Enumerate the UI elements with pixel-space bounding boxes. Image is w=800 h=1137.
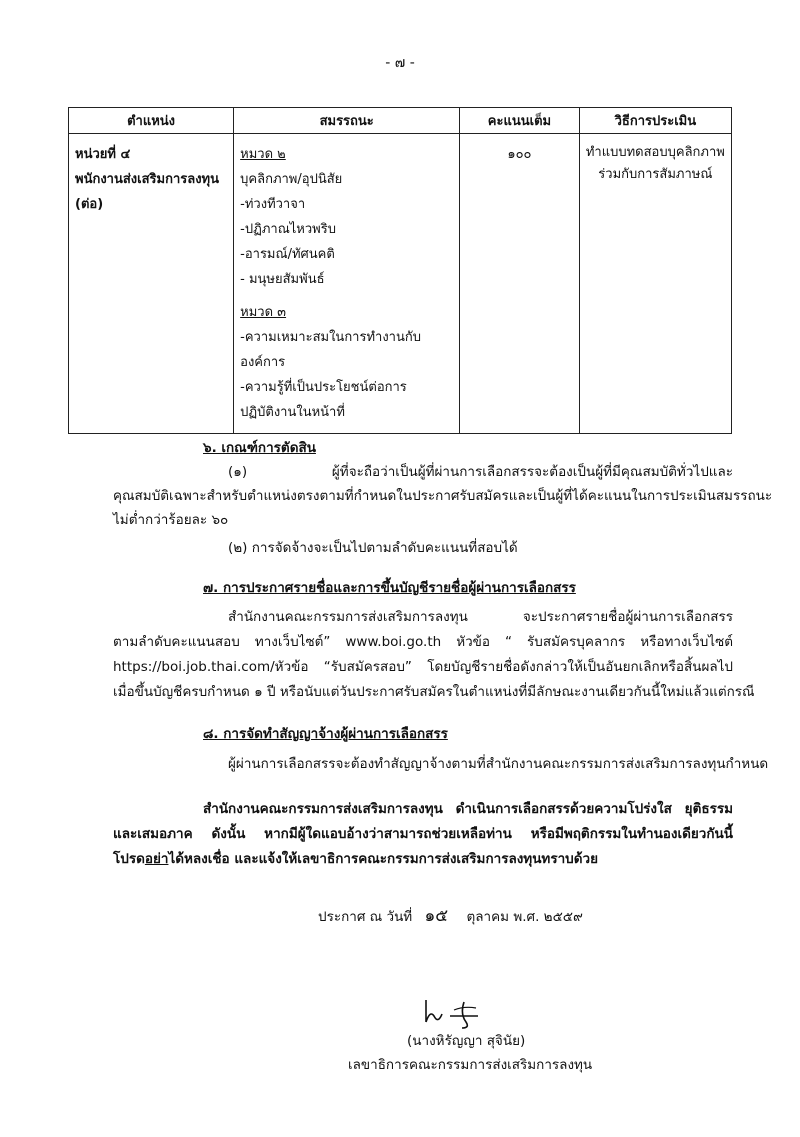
announce-date: [318, 902, 583, 929]
section-6-heading: ๖. เกณฑ์การตัดสิน: [203, 440, 316, 456]
competency-item: -ความเหมาะสมในการทำงานกับองค์การ: [240, 330, 421, 370]
signatory-title: เลขาธิการคณะกรรมการส่งเสริมการลงทุน: [348, 1057, 593, 1073]
section-6-p2: (๒) การจัดจ้างจะเป็นไปตามลำดับคะแนนที่สอบได้: [228, 540, 518, 556]
criteria-table: [68, 107, 732, 434]
continued-label: (ต่อ): [75, 197, 104, 212]
section-7-line2: ตามลำดับคะแนนสอบ ทางเว็บไซต์” www.boi.go.th หัวข้อ “ รับสมัครบุคลากร หรือทางเว็บไซต์: [113, 634, 733, 650]
position-cell: [69, 134, 234, 434]
full-score-cell: ๑๐๐: [460, 134, 580, 434]
section-6-p1-line1: (๑) ผู้ที่จะถือว่าเป็นผู้ที่ผ่านการเลือกสรรจะต้องเป็นผู้ที่มีคุณสมบัติทั่วไปและ: [228, 464, 733, 480]
signatory-name: (นางหิรัญญา สุจินัย): [407, 1033, 526, 1049]
category-2-title: หมวด ๒: [240, 147, 286, 162]
method-line: ทำแบบทดสอบบุคลิกภาพ: [585, 145, 725, 160]
method-line: ร่วมกับการสัมภาษณ์: [598, 167, 713, 182]
competency-cell: [234, 134, 460, 434]
table-row: [69, 134, 732, 434]
announce-prefix: ประกาศ ณ วันที่: [318, 909, 413, 925]
section-7-line1: สำนักงานคณะกรรมการส่งเสริมการลงทุน จะประกาศรายชื่อผู้ผ่านการเลือกสรร: [228, 609, 733, 625]
competency-item: -ความรู้ที่เป็นประโยชน์ต่อการ: [240, 380, 407, 395]
notice-line2: และเสมอภาค ดังนั้น หากมีผู้ใดแอบอ้างว่าสามารถช่วยเหลือท่าน หรือมีพฤติกรรมในทำนองเดียวกันนี้: [113, 826, 733, 842]
notice-line1: สำนักงานคณะกรรมการส่งเสริมการลงทุน ดำเนินการเลือกสรรด้วยความโปร่งใส ยุติธรรม: [203, 801, 733, 817]
section-6-p1-line3: ไม่ต่ำกว่าร้อยละ ๖๐: [113, 512, 229, 528]
signature-image: [420, 996, 490, 1030]
method-cell: [579, 134, 731, 434]
unit-label: หน่วยที่ ๔: [75, 147, 131, 162]
section-8-heading: ๘. การจัดทำสัญญาจ้างผู้ผ่านการเลือกสรร: [203, 726, 448, 742]
table-header-row: [69, 108, 732, 134]
competency-item: - มนุษยสัมพันธ์: [240, 272, 325, 287]
announce-month-year: ตุลาคม พ.ศ. ๒๕๕๙: [466, 909, 583, 925]
header-position: ตำแหน่ง: [69, 108, 234, 134]
competency-item: -อารมณ์/ทัศนคติ: [240, 247, 335, 262]
section-7-heading: ๗. การประกาศรายชื่อและการขึ้นบัญชีรายชื่อผู้ผ่านการเลือกสรร: [203, 580, 576, 596]
category-3-title: หมวด ๓: [240, 305, 287, 320]
position-label: พนักงานส่งเสริมการลงทุน: [75, 172, 219, 187]
competency-item: -ปฏิภาณไหวพริบ: [240, 222, 336, 237]
header-competency: สมรรถนะ: [234, 108, 460, 134]
header-method: วิธีการประเมิน: [579, 108, 731, 134]
notice-line3: โปรดอย่าได้หลงเชื่อ และแจ้งให้เลขาธิการคณะกรรมการส่งเสริมการลงทุนทราบด้วย: [113, 851, 598, 867]
notice-emphasis: อย่า: [144, 851, 169, 867]
announce-day: ๑๕: [424, 906, 449, 926]
competency-item: ปฏิบัติงานในหน้าที่: [240, 405, 345, 420]
competency-item: บุคลิกภาพ/อุปนิสัย: [240, 172, 343, 187]
page-number: - ๗ -: [385, 55, 415, 71]
section-7-line3: https://boi.job.thai.com/หัวข้อ “รับสมัครสอบ” โดยบัญชีรายชื่อดังกล่าวให้เป็นอันยกเลิกหรือสิ้นผลไป: [113, 659, 733, 675]
header-full-score: คะแนนเต็ม: [460, 108, 580, 134]
competency-item: -ท่วงทีวาจา: [240, 197, 306, 212]
section-6-p1-line2: คุณสมบัติเฉพาะสำหรับตำแหน่งตรงตามที่กำหนดในประกาศรับสมัครและเป็นผู้ที่ได้คะแนนในการประเมินสมรรถนะ: [113, 488, 773, 504]
section-8-text: ผู้ผ่านการเลือกสรรจะต้องทำสัญญาจ้างตามที่สำนักงานคณะกรรมการส่งเสริมการลงทุนกำหนด: [228, 756, 769, 772]
section-7-line4: เมื่อขึ้นบัญชีครบกำหนด ๑ ปี หรือนับแต่วันประกาศรับสมัครในตำแหน่งที่มีลักษณะงานเดียวกันนี้ใหม่แล้วแต่กรณี: [113, 684, 755, 700]
